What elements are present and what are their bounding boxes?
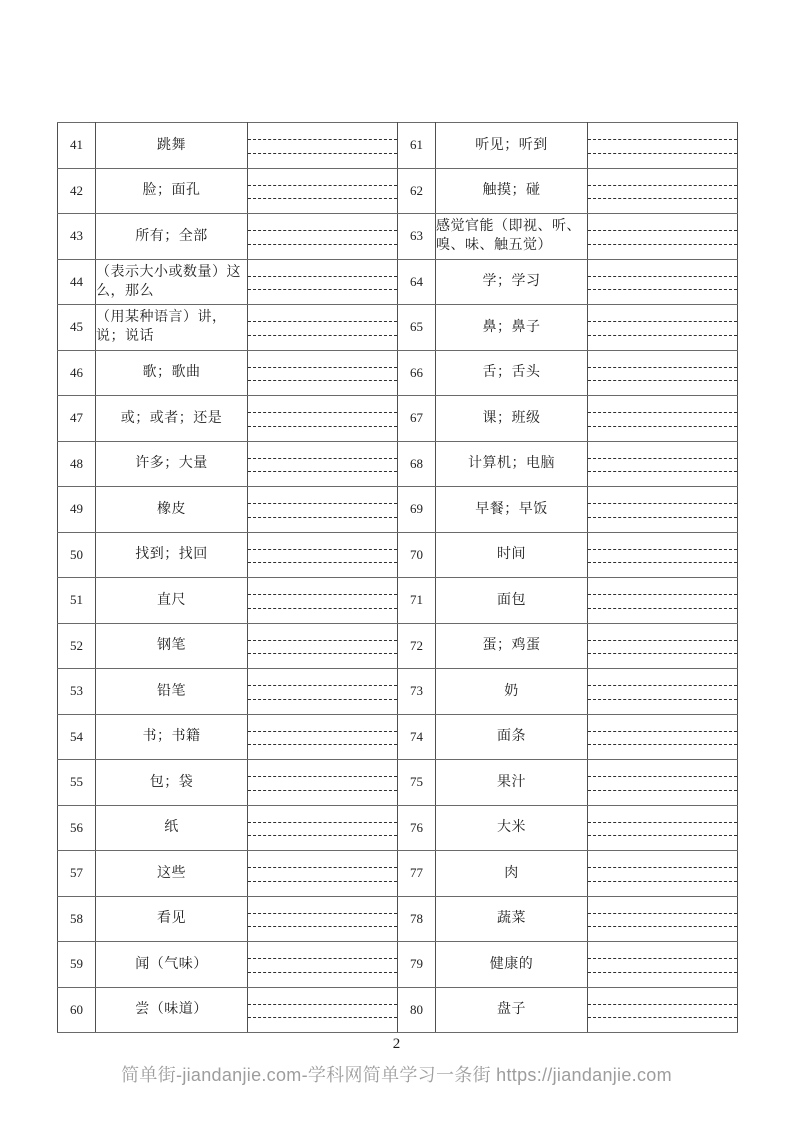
word-definition: 盘子 [436, 987, 588, 1033]
answer-line [588, 321, 737, 322]
word-number: 54 [58, 714, 96, 760]
word-definition: 鼻；鼻子 [436, 305, 588, 351]
answer-writing-area [248, 396, 398, 442]
word-number: 68 [398, 441, 436, 487]
answer-writing-area [588, 305, 738, 351]
word-number: 74 [398, 714, 436, 760]
table-row [58, 623, 738, 669]
answer-writing-area [588, 896, 738, 942]
word-number: 65 [398, 305, 436, 351]
answer-line [248, 335, 397, 336]
answer-line [588, 640, 737, 641]
answer-writing-area [588, 168, 738, 214]
word-number: 70 [398, 532, 436, 578]
answer-line [588, 958, 737, 959]
answer-line [588, 503, 737, 504]
answer-line [248, 913, 397, 914]
word-number: 72 [398, 623, 436, 669]
table-row [58, 214, 738, 260]
word-definition: 所有；全部 [96, 214, 248, 260]
answer-line [248, 881, 397, 882]
answer-writing-area [248, 305, 398, 351]
word-number: 44 [58, 259, 96, 305]
table-row [58, 396, 738, 442]
table-row [58, 714, 738, 760]
answer-line [248, 776, 397, 777]
answer-writing-area [588, 851, 738, 897]
word-number: 56 [58, 805, 96, 851]
answer-writing-area [248, 805, 398, 851]
answer-line [588, 608, 737, 609]
answer-line [588, 699, 737, 700]
answer-line [248, 244, 397, 245]
table-row [58, 760, 738, 806]
word-number: 49 [58, 487, 96, 533]
word-number: 53 [58, 669, 96, 715]
word-number: 76 [398, 805, 436, 851]
answer-line [588, 913, 737, 914]
word-number: 59 [58, 942, 96, 988]
answer-writing-area [248, 578, 398, 624]
answer-line [248, 153, 397, 154]
answer-line [588, 790, 737, 791]
table-row [58, 441, 738, 487]
answer-writing-area [248, 714, 398, 760]
word-definition: （用某种语言）讲，说；说话 [96, 305, 248, 351]
word-definition: 健康的 [436, 942, 588, 988]
table-row [58, 578, 738, 624]
word-number: 75 [398, 760, 436, 806]
word-definition: 钢笔 [96, 623, 248, 669]
answer-line [248, 185, 397, 186]
answer-line [248, 1004, 397, 1005]
table-row [58, 350, 738, 396]
word-number: 48 [58, 441, 96, 487]
word-definition: 果汁 [436, 760, 588, 806]
vocabulary-table [57, 122, 738, 1033]
answer-writing-area [248, 441, 398, 487]
word-definition: 跳舞 [96, 123, 248, 169]
answer-line [588, 867, 737, 868]
answer-line [248, 790, 397, 791]
word-number: 41 [58, 123, 96, 169]
answer-writing-area [588, 578, 738, 624]
answer-line [248, 458, 397, 459]
word-definition: 橡皮 [96, 487, 248, 533]
word-number: 58 [58, 896, 96, 942]
answer-line [588, 776, 737, 777]
word-definition: 课；班级 [436, 396, 588, 442]
answer-line [248, 640, 397, 641]
word-definition: 铅笔 [96, 669, 248, 715]
word-definition: 奶 [436, 669, 588, 715]
answer-writing-area [588, 942, 738, 988]
answer-line [248, 289, 397, 290]
answer-line [248, 608, 397, 609]
table-row [58, 987, 738, 1033]
answer-line [248, 380, 397, 381]
answer-line [248, 1017, 397, 1018]
vocab-table-body [58, 123, 738, 1033]
word-number: 50 [58, 532, 96, 578]
answer-line [588, 517, 737, 518]
word-number: 63 [398, 214, 436, 260]
answer-writing-area [588, 350, 738, 396]
answer-line [588, 822, 737, 823]
answer-line [588, 276, 737, 277]
word-definition: 学；学习 [436, 259, 588, 305]
table-row [58, 487, 738, 533]
answer-line [248, 412, 397, 413]
answer-writing-area [588, 805, 738, 851]
answer-writing-area [588, 259, 738, 305]
answer-writing-area [248, 350, 398, 396]
answer-writing-area [588, 532, 738, 578]
answer-writing-area [248, 623, 398, 669]
word-number: 51 [58, 578, 96, 624]
word-definition: 蔬菜 [436, 896, 588, 942]
table-row [58, 896, 738, 942]
word-definition: 早餐；早饭 [436, 487, 588, 533]
answer-line [248, 744, 397, 745]
answer-line [588, 471, 737, 472]
answer-writing-area [588, 623, 738, 669]
word-number: 73 [398, 669, 436, 715]
answer-line [248, 926, 397, 927]
answer-line [248, 835, 397, 836]
answer-line [248, 367, 397, 368]
word-definition: 蛋；鸡蛋 [436, 623, 588, 669]
word-definition: 听见；听到 [436, 123, 588, 169]
answer-line [248, 699, 397, 700]
word-definition: 触摸；碰 [436, 168, 588, 214]
answer-line [248, 822, 397, 823]
answer-line [248, 731, 397, 732]
answer-line [248, 139, 397, 140]
word-number: 67 [398, 396, 436, 442]
answer-line [588, 153, 737, 154]
answer-line [248, 685, 397, 686]
answer-line [588, 881, 737, 882]
answer-line [588, 185, 737, 186]
answer-line [588, 835, 737, 836]
word-definition: 这些 [96, 851, 248, 897]
answer-line [588, 594, 737, 595]
answer-line [248, 230, 397, 231]
answer-line [588, 412, 737, 413]
answer-line [588, 426, 737, 427]
word-definition: 看见 [96, 896, 248, 942]
answer-line [248, 562, 397, 563]
table-row [58, 805, 738, 851]
answer-writing-area [248, 259, 398, 305]
word-definition: 包；袋 [96, 760, 248, 806]
word-number: 52 [58, 623, 96, 669]
answer-writing-area [248, 987, 398, 1033]
page-number: 2 [392, 1036, 401, 1052]
word-number: 64 [398, 259, 436, 305]
word-number: 43 [58, 214, 96, 260]
word-definition: 面条 [436, 714, 588, 760]
answer-writing-area [248, 760, 398, 806]
answer-writing-area [248, 214, 398, 260]
word-number: 57 [58, 851, 96, 897]
word-definition: 肉 [436, 851, 588, 897]
answer-writing-area [248, 123, 398, 169]
word-definition: 闻（气味） [96, 942, 248, 988]
answer-line [588, 335, 737, 336]
answer-line [588, 926, 737, 927]
table-row [58, 168, 738, 214]
word-definition: 歌；歌曲 [96, 350, 248, 396]
answer-writing-area [588, 214, 738, 260]
word-definition: 脸；面孔 [96, 168, 248, 214]
answer-line [248, 321, 397, 322]
answer-line [248, 471, 397, 472]
table-row [58, 532, 738, 578]
answer-line [588, 139, 737, 140]
answer-line [588, 653, 737, 654]
answer-line [588, 562, 737, 563]
word-definition: 感觉官能（即视、听、嗅、味、触五觉） [436, 214, 588, 260]
table-row [58, 669, 738, 715]
answer-writing-area [248, 487, 398, 533]
answer-line [588, 1017, 737, 1018]
answer-writing-area [588, 987, 738, 1033]
word-definition: 许多；大量 [96, 441, 248, 487]
table-row [58, 851, 738, 897]
answer-line [248, 426, 397, 427]
word-definition: 或；或者；还是 [96, 396, 248, 442]
answer-writing-area [588, 714, 738, 760]
answer-line [248, 517, 397, 518]
answer-writing-area [588, 441, 738, 487]
word-definition: 纸 [96, 805, 248, 851]
word-definition: 尝（味道） [96, 987, 248, 1033]
word-definition: 大米 [436, 805, 588, 851]
answer-writing-area [588, 669, 738, 715]
answer-line [588, 244, 737, 245]
answer-line [588, 549, 737, 550]
answer-line [248, 198, 397, 199]
word-definition: 舌；舌头 [436, 350, 588, 396]
answer-line [248, 972, 397, 973]
word-number: 46 [58, 350, 96, 396]
answer-line [588, 685, 737, 686]
word-number: 69 [398, 487, 436, 533]
answer-writing-area [588, 396, 738, 442]
answer-line [588, 1004, 737, 1005]
word-definition: 找到；找回 [96, 532, 248, 578]
word-definition: 直尺 [96, 578, 248, 624]
answer-line [248, 276, 397, 277]
answer-line [248, 958, 397, 959]
word-definition: 时间 [436, 532, 588, 578]
answer-writing-area [248, 942, 398, 988]
word-number: 66 [398, 350, 436, 396]
answer-line [248, 503, 397, 504]
answer-line [588, 367, 737, 368]
word-number: 78 [398, 896, 436, 942]
word-number: 42 [58, 168, 96, 214]
answer-line [248, 653, 397, 654]
answer-line [588, 744, 737, 745]
answer-writing-area [588, 760, 738, 806]
word-number: 79 [398, 942, 436, 988]
answer-line [588, 230, 737, 231]
answer-line [588, 198, 737, 199]
word-definition: （表示大小或数量）这么，那么 [96, 259, 248, 305]
table-row [58, 123, 738, 169]
word-definition: 计算机；电脑 [436, 441, 588, 487]
word-number: 61 [398, 123, 436, 169]
word-number: 80 [398, 987, 436, 1033]
answer-line [248, 867, 397, 868]
word-number: 60 [58, 987, 96, 1033]
answer-writing-area [588, 123, 738, 169]
table-row [58, 259, 738, 305]
answer-writing-area [248, 168, 398, 214]
answer-writing-area [248, 896, 398, 942]
answer-writing-area [588, 487, 738, 533]
word-definition: 书；书籍 [96, 714, 248, 760]
site-footer-watermark: 简单街-jiandanjie.com-学科网简单学习一条街 https://jiandanjie.com [121, 1065, 672, 1085]
word-number: 55 [58, 760, 96, 806]
answer-line [588, 289, 737, 290]
answer-writing-area [248, 851, 398, 897]
answer-line [248, 594, 397, 595]
table-row [58, 942, 738, 988]
word-definition: 面包 [436, 578, 588, 624]
answer-writing-area [248, 532, 398, 578]
answer-line [588, 458, 737, 459]
word-number: 71 [398, 578, 436, 624]
table-row [58, 305, 738, 351]
answer-line [248, 549, 397, 550]
word-number: 47 [58, 396, 96, 442]
answer-line [588, 731, 737, 732]
answer-writing-area [248, 669, 398, 715]
word-number: 45 [58, 305, 96, 351]
answer-line [588, 380, 737, 381]
word-number: 62 [398, 168, 436, 214]
word-number: 77 [398, 851, 436, 897]
answer-line [588, 972, 737, 973]
